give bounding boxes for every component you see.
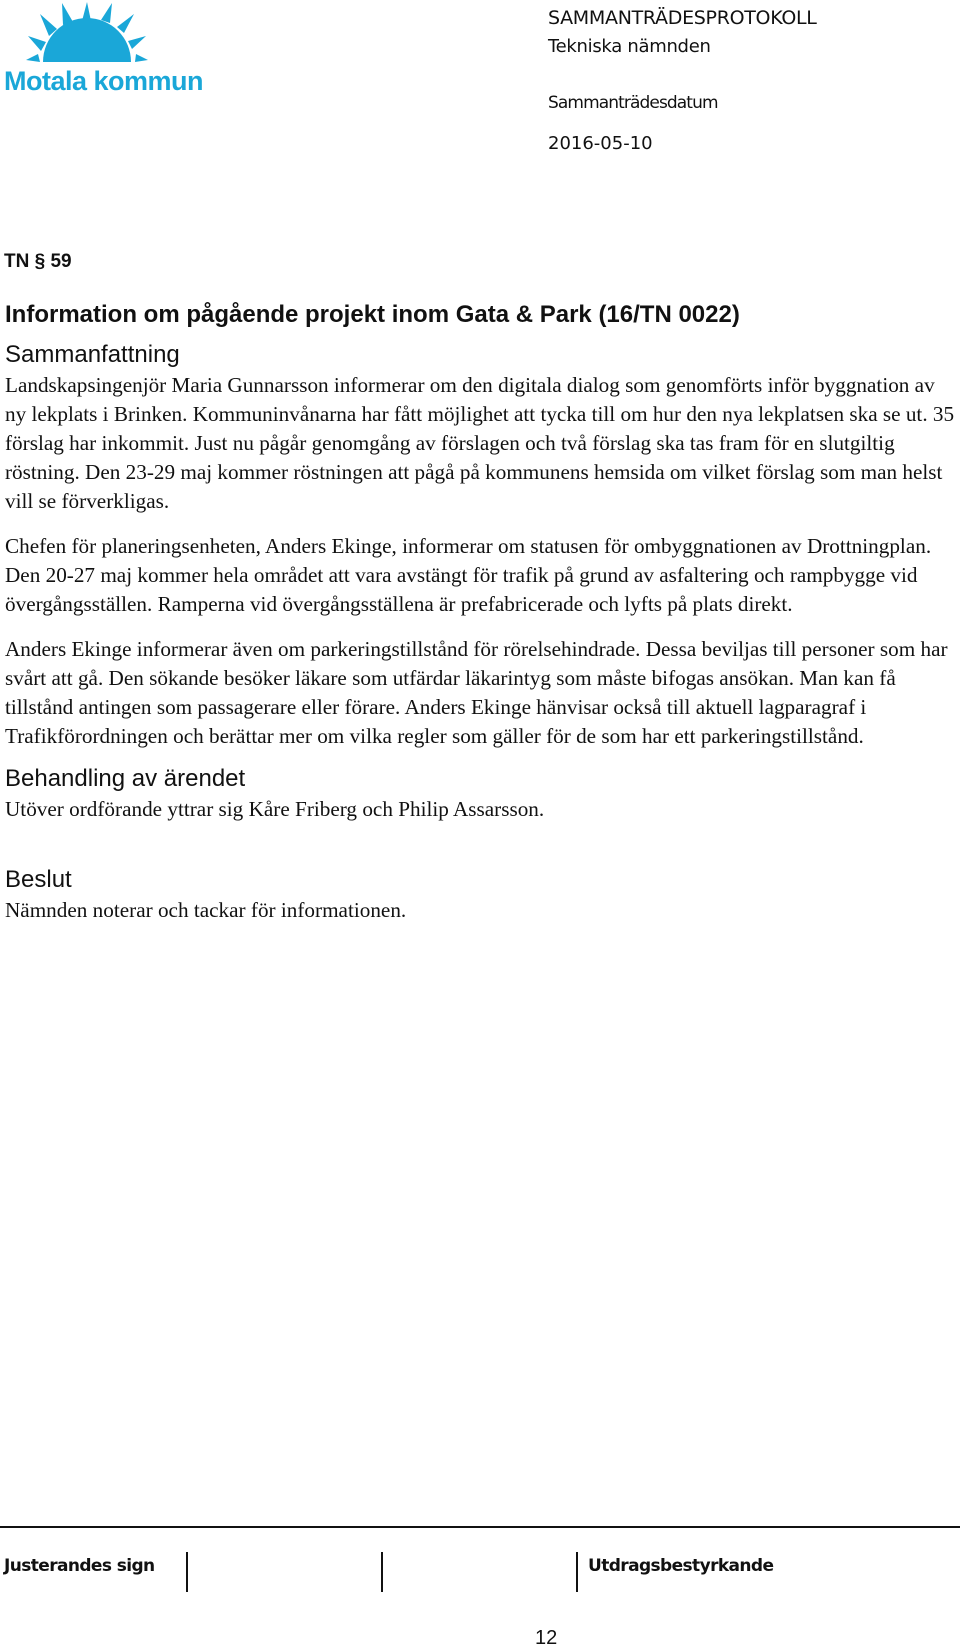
summary-heading: Sammanfattning bbox=[5, 341, 180, 368]
committee-name: Tekniska nämnden bbox=[548, 36, 711, 57]
sunburst-logo-icon bbox=[24, 2, 150, 64]
meeting-date-label: Sammanträdesdatum bbox=[548, 93, 718, 113]
page-number: 12 bbox=[535, 1627, 558, 1649]
protocol-title: SAMMANTRÄDESPROTOKOLL bbox=[548, 7, 817, 29]
signature-separator bbox=[381, 1552, 383, 1592]
summary-paragraph-2: Chefen för planeringsenheten, Anders Ekinge, informerar om statusen för ombyggnationen av Drottningplan. Den 20-27 maj kommer hela området att vara avstängt för trafik på grund av asfaltering och rampbygge vid övergångsställen. Ramperna vid övergångsställena är prefabricerade och lyfts på plats direkt. bbox=[5, 534, 932, 616]
signature-separator bbox=[576, 1552, 578, 1592]
motala-kommun-logo bbox=[4, 2, 204, 100]
meeting-date: 2016-05-10 bbox=[548, 133, 653, 154]
signature-separator bbox=[186, 1552, 188, 1592]
footer-divider bbox=[0, 1526, 960, 1528]
logo-text: Motala kommun bbox=[4, 66, 204, 96]
paragraph-number: TN § 59 bbox=[4, 251, 72, 272]
handling-text: Utöver ordförande yttrar sig Kåre Friberg och Philip Assarsson. bbox=[5, 797, 545, 821]
decision-text: Nämnden noterar och tackar för informationen. bbox=[5, 898, 407, 922]
item-title: Information om pågående projekt inom Gata & Park (16/TN 0022) bbox=[5, 301, 740, 328]
handling-heading: Behandling av ärendet bbox=[5, 765, 246, 792]
document-body bbox=[5, 300, 955, 925]
sign-label: Justerandes sign bbox=[4, 1556, 155, 1576]
extract-label: Utdragsbestyrkande bbox=[588, 1556, 774, 1576]
decision-heading: Beslut bbox=[5, 866, 72, 893]
summary-paragraph-1: Landskapsingenjör Maria Gunnarsson informerar om den digitala dialog som genomförts inför byggnation av ny lekplats i Brinken. Kommuninvånarna har fått möjlighet att tycka till om hur den nya lekplatsen ska se ut. 35 förslag har inkommit. Just nu pågår genomgång av förslagen och två förslag ska tas fram för en slutgiltig röstning. Den 23-29 maj kommer röstningen att pågå på kommunens hemsida om vilket förslag som man helst vill se förverkligas. bbox=[5, 373, 955, 513]
summary-paragraph-3: Anders Ekinge informerar även om parkeringstillstånd för rörelsehindrade. Dessa beviljas till personer som har svårt att gå. Den sökande besöker läkare som utfärdar läkarintyg som måste bifogas ansökan. Man kan få tillstånd antingen som passagerare eller förare. Anders Ekinge hänvisar också till aktuell lagparagraf i Trafikförordningen och berättar mer om vilka regler som gäller för de som har ett parkeringstillstånd. bbox=[5, 637, 948, 748]
